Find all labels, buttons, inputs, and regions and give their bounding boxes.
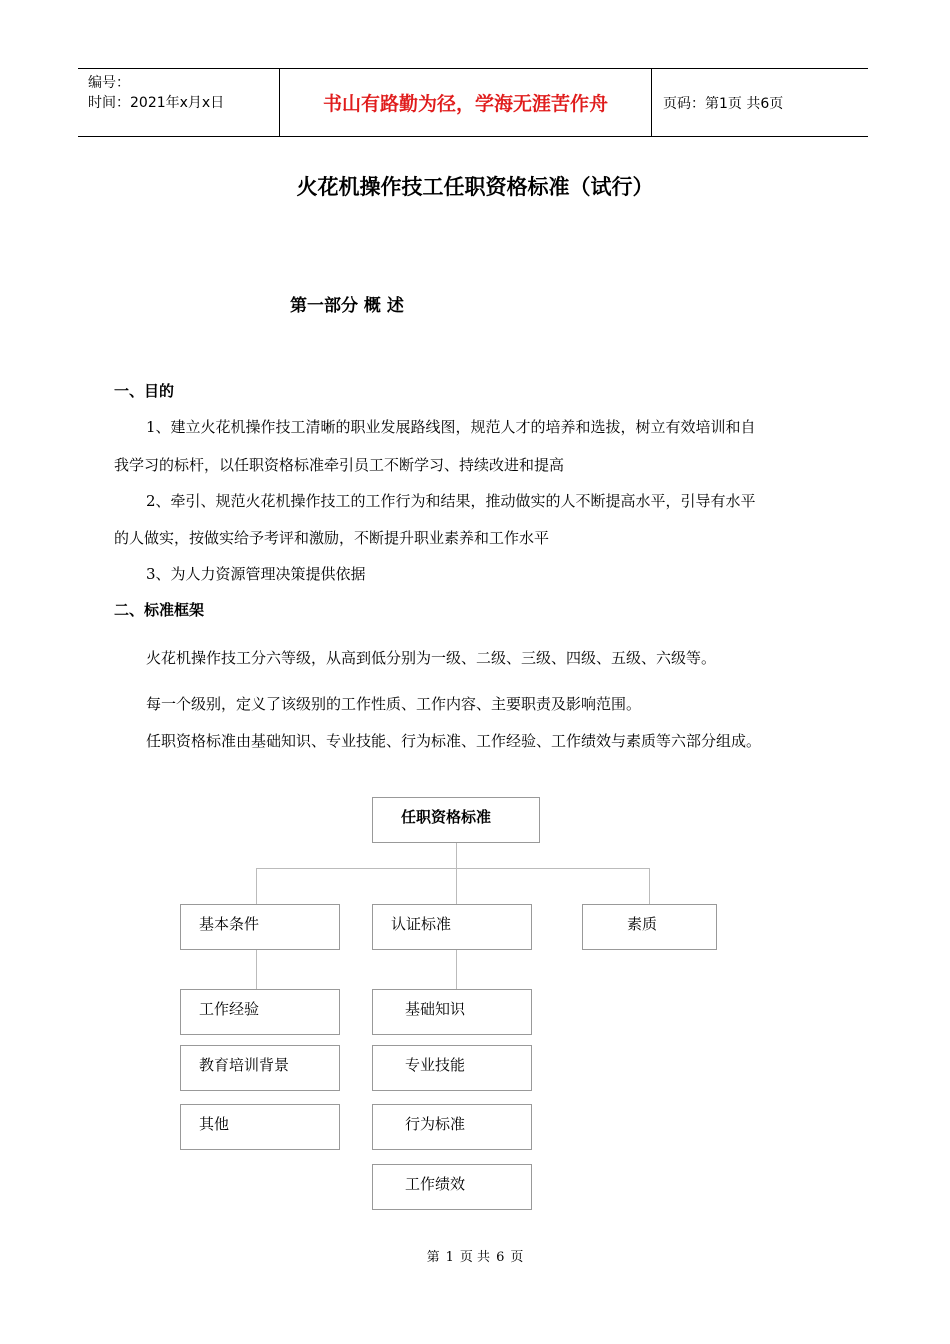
footer-prefix: 第 (426, 1250, 440, 1265)
paragraph-line: 3、为人力资源管理决策提供依据 (146, 565, 366, 583)
section-heading: 二、标准框架 (114, 601, 205, 619)
document-header (78, 68, 868, 137)
diagram-node-experience: 工作经验 (180, 989, 340, 1035)
connector-line (256, 868, 257, 904)
header-meta (88, 73, 224, 113)
footer-page-number: 1 (445, 1250, 454, 1265)
connector-line (456, 843, 457, 869)
paragraph-line: 火花机操作技工分六等级，从高到低分别为一级、二级、三级、四级、五级、六级等。 (146, 649, 717, 667)
part-heading: 第一部分 概 述 (290, 296, 404, 316)
paragraph-line: 的人做实，按做实给予考评和激励，不断提升职业素养和工作水平 (114, 529, 550, 547)
page-footer (0, 1246, 950, 1265)
footer-total-pages: 6 (496, 1250, 505, 1265)
connector-line (256, 868, 650, 869)
connector-line (456, 868, 457, 904)
paragraph-line: 2、牵引、规范火花机操作技工的工作行为和结果，推动做实的人不断提高水平，引导有水平 (146, 492, 756, 510)
footer-suffix: 页 (510, 1250, 524, 1265)
section-heading: 一、目的 (114, 382, 175, 400)
header-page-info: 页码：第1页 共6页 (663, 96, 784, 112)
diagram-node-skills: 专业技能 (372, 1045, 532, 1091)
header-motto: 书山有路勤为径，学海无涯苦作舟 (322, 93, 608, 115)
connector-line (256, 949, 257, 989)
diagram-node-quality: 素质 (582, 904, 717, 950)
paragraph-line: 任职资格标准由基础知识、专业技能、行为标准、工作经验、工作绩效与素质等六部分组成。 (146, 732, 762, 750)
number-label: 编号： (88, 75, 130, 91)
diagram-node-cert: 认证标准 (372, 904, 532, 950)
diagram-node-behavior: 行为标准 (372, 1104, 532, 1150)
diagram-root-node: 任职资格标准 (372, 797, 540, 843)
diagram-node-other: 其他 (180, 1104, 340, 1150)
diagram-node-knowledge: 基础知识 (372, 989, 532, 1035)
paragraph-line: 我学习的标杆，以任职资格标准牵引员工不断学习、持续改进和提高 (114, 456, 565, 474)
connector-line (649, 868, 650, 904)
diagram-node-performance: 工作绩效 (372, 1164, 532, 1210)
footer-mid: 页 共 (459, 1250, 491, 1265)
document-title: 火花机操作技工任职资格标准（试行） (296, 175, 654, 199)
paragraph-line: 每一个级别，定义了该级别的工作性质、工作内容、主要职责及影响范围。 (146, 695, 642, 713)
diagram-node-education: 教育培训背景 (180, 1045, 340, 1091)
paragraph-line: 1、建立火花机操作技工清晰的职业发展路线图，规范人才的培养和选拔，树立有效培训和自 (146, 418, 756, 436)
connector-line (456, 949, 457, 989)
time-label: 时间：2021年x月x日 (88, 95, 225, 111)
header-divider (651, 69, 652, 136)
diagram-node-basic: 基本条件 (180, 904, 340, 950)
